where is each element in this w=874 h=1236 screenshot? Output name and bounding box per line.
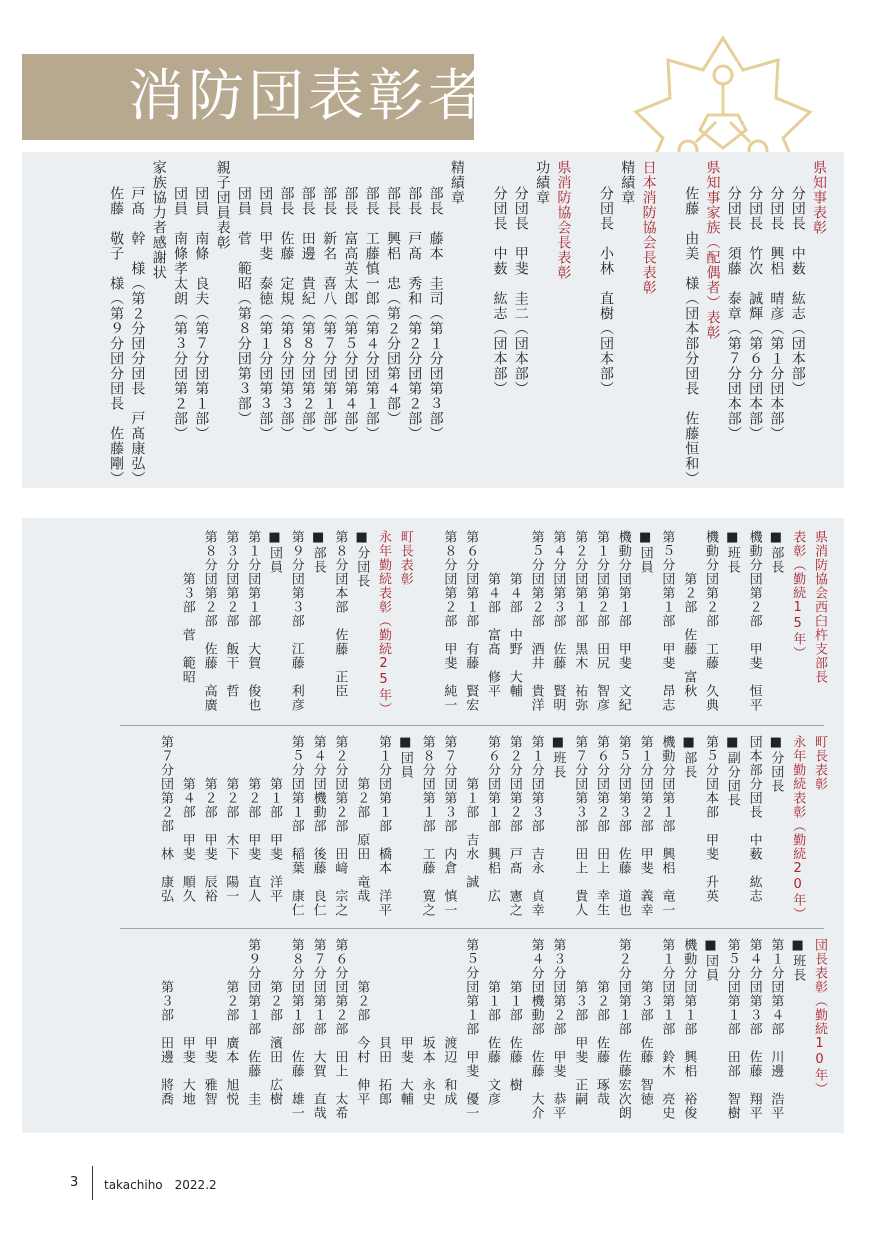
award-entry: 第３部 田邊 將喬 [158,938,173,1106]
award-entry: 第２部 濱田 広樹 [267,938,282,1106]
award-entry: 貝田 拓郎 [376,938,391,1106]
award-entry: 分団長 小林 直樹（団本部） [598,186,614,396]
award-entry: 分団長 興梠 晴彦（第１分団本部） [768,186,785,441]
section-heading: 永年勤続表彰（勤続25年） [376,530,391,716]
award-entry: ■班長 [790,938,806,982]
page-title: 消防団表彰者 [128,64,488,129]
section-heading: 町長表彰 [812,735,827,791]
award-entry: 第８分団第１部 佐藤 雄一 [288,938,304,1120]
award-entry: 第７分団第２部 林 康弘 [158,735,173,903]
award-entry: 第５分団第３部 佐藤 道也 [615,735,631,917]
award-entry: 第７分団第１部 大賀 直哉 [310,938,326,1120]
footer-magazine [104,1176,217,1193]
award-entry: 団員 南條孝太朗（第３分団第２部） [172,186,188,441]
award-entry: 第１分団第１部 橋本 洋平 [376,735,391,917]
page-number: 3 [70,1175,79,1190]
award-entry: 甲斐 大輔 [397,938,413,1106]
award-entry: ■団員 [397,735,413,779]
section-heading: 県消防協会西臼杵支部長 [812,530,827,684]
award-entry: ■団員 [637,530,653,574]
section-heading: 県消防協会長表彰 [555,160,572,280]
section-heading: 表彰（勤続15年） [790,530,806,660]
award-entry: 第３分団第２部 甲斐 恭平 [550,938,566,1120]
section-heading: 県知事家族（配偶者）表彰 [704,160,721,340]
award-entry: 第２部 甲斐 直人 [245,735,261,903]
award-entry: 団員 南條 良夫（第７分団第１部） [193,186,210,441]
award-entry: 第４部 中野 大輔 [506,530,522,698]
award-entry: ■班長 [550,735,566,779]
award-entry: 第４分団機動部 佐藤 大介 [528,938,544,1120]
award-entry: 精績章 [619,160,636,205]
section-heading: 日本消防協会長表彰 [640,160,657,295]
section-heading: 町長表彰 [397,530,413,586]
award-entry: 戸髙 幹 様（第２分団分団長 戸髙康弘） [129,186,146,486]
issue-date: 2022.2 [174,1178,217,1192]
award-entry: 第２部 廣本 旭悦 [223,938,239,1106]
award-entry: 第８分団第２部 佐藤 高廣 [201,530,217,712]
award-entry: ■分団長 [768,735,784,793]
award-entry: 第１分団第４部 川邊 浩平 [768,938,784,1120]
award-entry: 第８分団第２部 甲斐 純一 [441,530,457,712]
award-entry: 精績章 [448,160,465,205]
award-entry: 家族協力者感謝状 [150,160,167,280]
award-entry: 部長 戸髙 秀和（第２分団第２部） [406,186,423,441]
award-entry: 第３部 菅 範昭 [179,530,195,684]
award-entry: ■部長 [310,530,326,574]
award-entry: 坂本 永史 [419,938,435,1106]
award-entry: 第２部 佐藤 琢哉 [594,938,609,1106]
section-heading: 団長表彰（勤続10年） [812,938,827,1096]
award-entry: 第２部 佐藤 富秋 [681,530,697,698]
award-entry: 第１分団第１部 大賀 俊也 [245,530,261,712]
award-entry: 分団長 竹次 誠輝（第６分団本部） [747,186,764,441]
award-entry: 団員 甲斐 泰徳（第１分団第３部） [257,186,274,441]
award-entry: 第１部 吉水 誠 [463,735,479,889]
award-entry: 第７分団第３部 内倉 慎一 [441,735,457,917]
award-entry: 部長 興梠 忠（第２分団第４部） [385,186,401,426]
award-entry: 第９分団第３部 江藤 利彦 [288,530,304,712]
award-entry: 第４分団第３部 佐藤 翔平 [746,938,762,1120]
award-entry: 親子団員表彰 [214,160,231,250]
section-heading: 永年勤続表彰（勤続20年） [790,735,806,921]
award-entry: 第４分団機動部 後藤 良仁 [310,735,326,917]
award-entry: 第２部 甲斐 辰裕 [201,735,217,903]
award-entry: 第１部 佐藤 樹 [506,938,522,1092]
award-entry: 分団長 中薮 紘志（団本部） [789,186,806,396]
award-entry: 甲斐 大地 [179,938,195,1106]
award-entry: 第２部 木下 陽一 [223,735,239,903]
award-entry: 第８分団第１部 工藤 寛之 [419,735,435,917]
award-entry: ■分団長 [354,530,370,588]
award-entry: 第９分団第１部 佐藤 圭 [245,938,261,1106]
award-entry: 第６分団第１部 有藤 賢宏 [463,530,479,712]
award-entry: 第４分団第３部 佐藤 賢明 [550,530,566,712]
award-entry: 部長 富高英太郎（第５分団第４部） [342,186,359,441]
section-divider [120,725,824,726]
award-entry: 第５分団第１部 甲斐 優一 [463,938,479,1120]
magazine-name: takachiho [104,1178,163,1192]
award-entry: 第２分団第１部 佐藤宏次朗 [615,938,631,1120]
award-entry: 第７分団第３部 田上 貴人 [572,735,588,917]
award-entry: 第６分団第１部 興梠 広 [485,735,500,903]
award-entry: 部長 新名 喜八（第７分団第１部） [321,186,338,441]
award-entry: 分団長 中薮 紘志（団本部） [491,186,508,396]
award-entry: 第２分団第１部 黒木 祐弥 [572,530,588,712]
award-entry: 第３部 佐藤 智徳 [637,938,653,1106]
award-entry: 第５分団第１部 甲斐 昂志 [659,530,675,712]
award-entry: ■班長 [724,530,740,574]
award-entry: 佐藤 由美 様（団本部分団長 佐藤恒和） [683,186,700,486]
award-entry: 第１分団第２部 甲斐 義幸 [637,735,653,917]
award-entry: 第４部 富髙 修平 [485,530,500,698]
award-entry: 第２分団第２部 戸髙 憲之 [506,735,522,917]
award-entry: 機動分団第２部 工藤 久典 [703,530,718,712]
award-entry: 第２分団第２部 田﨑 宗之 [332,735,348,917]
award-entry: 部長 藤本 圭司（第１分団第３部） [427,186,444,441]
award-entry: 部長 工藤慎一郎（第４分団第１部） [363,186,380,441]
award-entry: 第１分団第１部 鈴木 亮史 [659,938,675,1120]
award-entry: 第１部 甲斐 洋平 [267,735,282,903]
award-entry: 部長 田邊 貴紀（第８分団第２部） [299,186,316,441]
award-entry: 第１分団第３部 吉永 貞幸 [528,735,544,917]
award-entry: ■副分団長 [724,735,740,807]
section-heading: 県知事表彰 [811,160,827,235]
award-entry: 第２部 今村 伸平 [354,938,370,1106]
section-divider [120,928,824,929]
award-entry: 分団長 甲斐 圭二（団本部） [512,186,529,396]
award-entry: ■部長 [681,735,697,779]
award-entry: 第８分団本部 佐藤 正臣 [332,530,348,698]
award-entry: 機動分団第１部 興梠 竜一 [659,735,675,917]
award-entry: 第２部 原田 竜哉 [354,735,370,903]
award-entry: 第５分団第１部 田部 智樹 [724,938,740,1120]
award-entry: 第１分団第２部 田尻 智彦 [594,530,609,712]
award-entry: 渡辺 和成 [441,938,457,1106]
award-entry: 第６分団第２部 田上 幸生 [594,735,609,917]
award-entry: 第１部 佐藤 文彦 [485,938,500,1106]
award-entry: ■団員 [267,530,282,574]
award-entry: 団本部分団長 中薮 紘志 [746,735,762,903]
award-entry: ■団員 [703,938,718,982]
award-entry: 第３分団第２部 飯干 哲 [223,530,239,698]
award-entry: 第５分団第１部 稲葉 康仁 [288,735,304,917]
award-entry: 部長 佐藤 定規（第８分団第３部） [278,186,295,441]
footer-divider [92,1166,93,1200]
award-entry: 功績章 [534,160,551,205]
award-entry: 機動分団第２部 甲斐 恒平 [746,530,762,712]
award-entry: 機動分団第１部 興梠 裕俊 [681,938,697,1120]
award-entry: 第５分団第２部 酒井 貴洋 [528,530,544,712]
award-entry: ■部長 [768,530,784,574]
award-entry: 第３部 甲斐 正嗣 [572,938,588,1106]
award-entry: 第６分団第２部 田上 太希 [332,938,348,1120]
award-entry: 第５分団本部 甲斐 升英 [703,735,718,903]
award-entry: 分団長 須藤 泰章（第７分団本部） [725,186,742,441]
award-entry: 機動分団第１部 甲斐 文紀 [615,530,631,712]
award-entry: 佐藤 敬子 様（第９分団分団長 佐藤剛） [108,186,125,486]
award-entry: 団員 菅 範昭（第８分団第３部） [235,186,252,426]
award-entry: 第４部 甲斐 順久 [179,735,195,903]
award-entry: 甲斐 雅智 [201,938,217,1106]
